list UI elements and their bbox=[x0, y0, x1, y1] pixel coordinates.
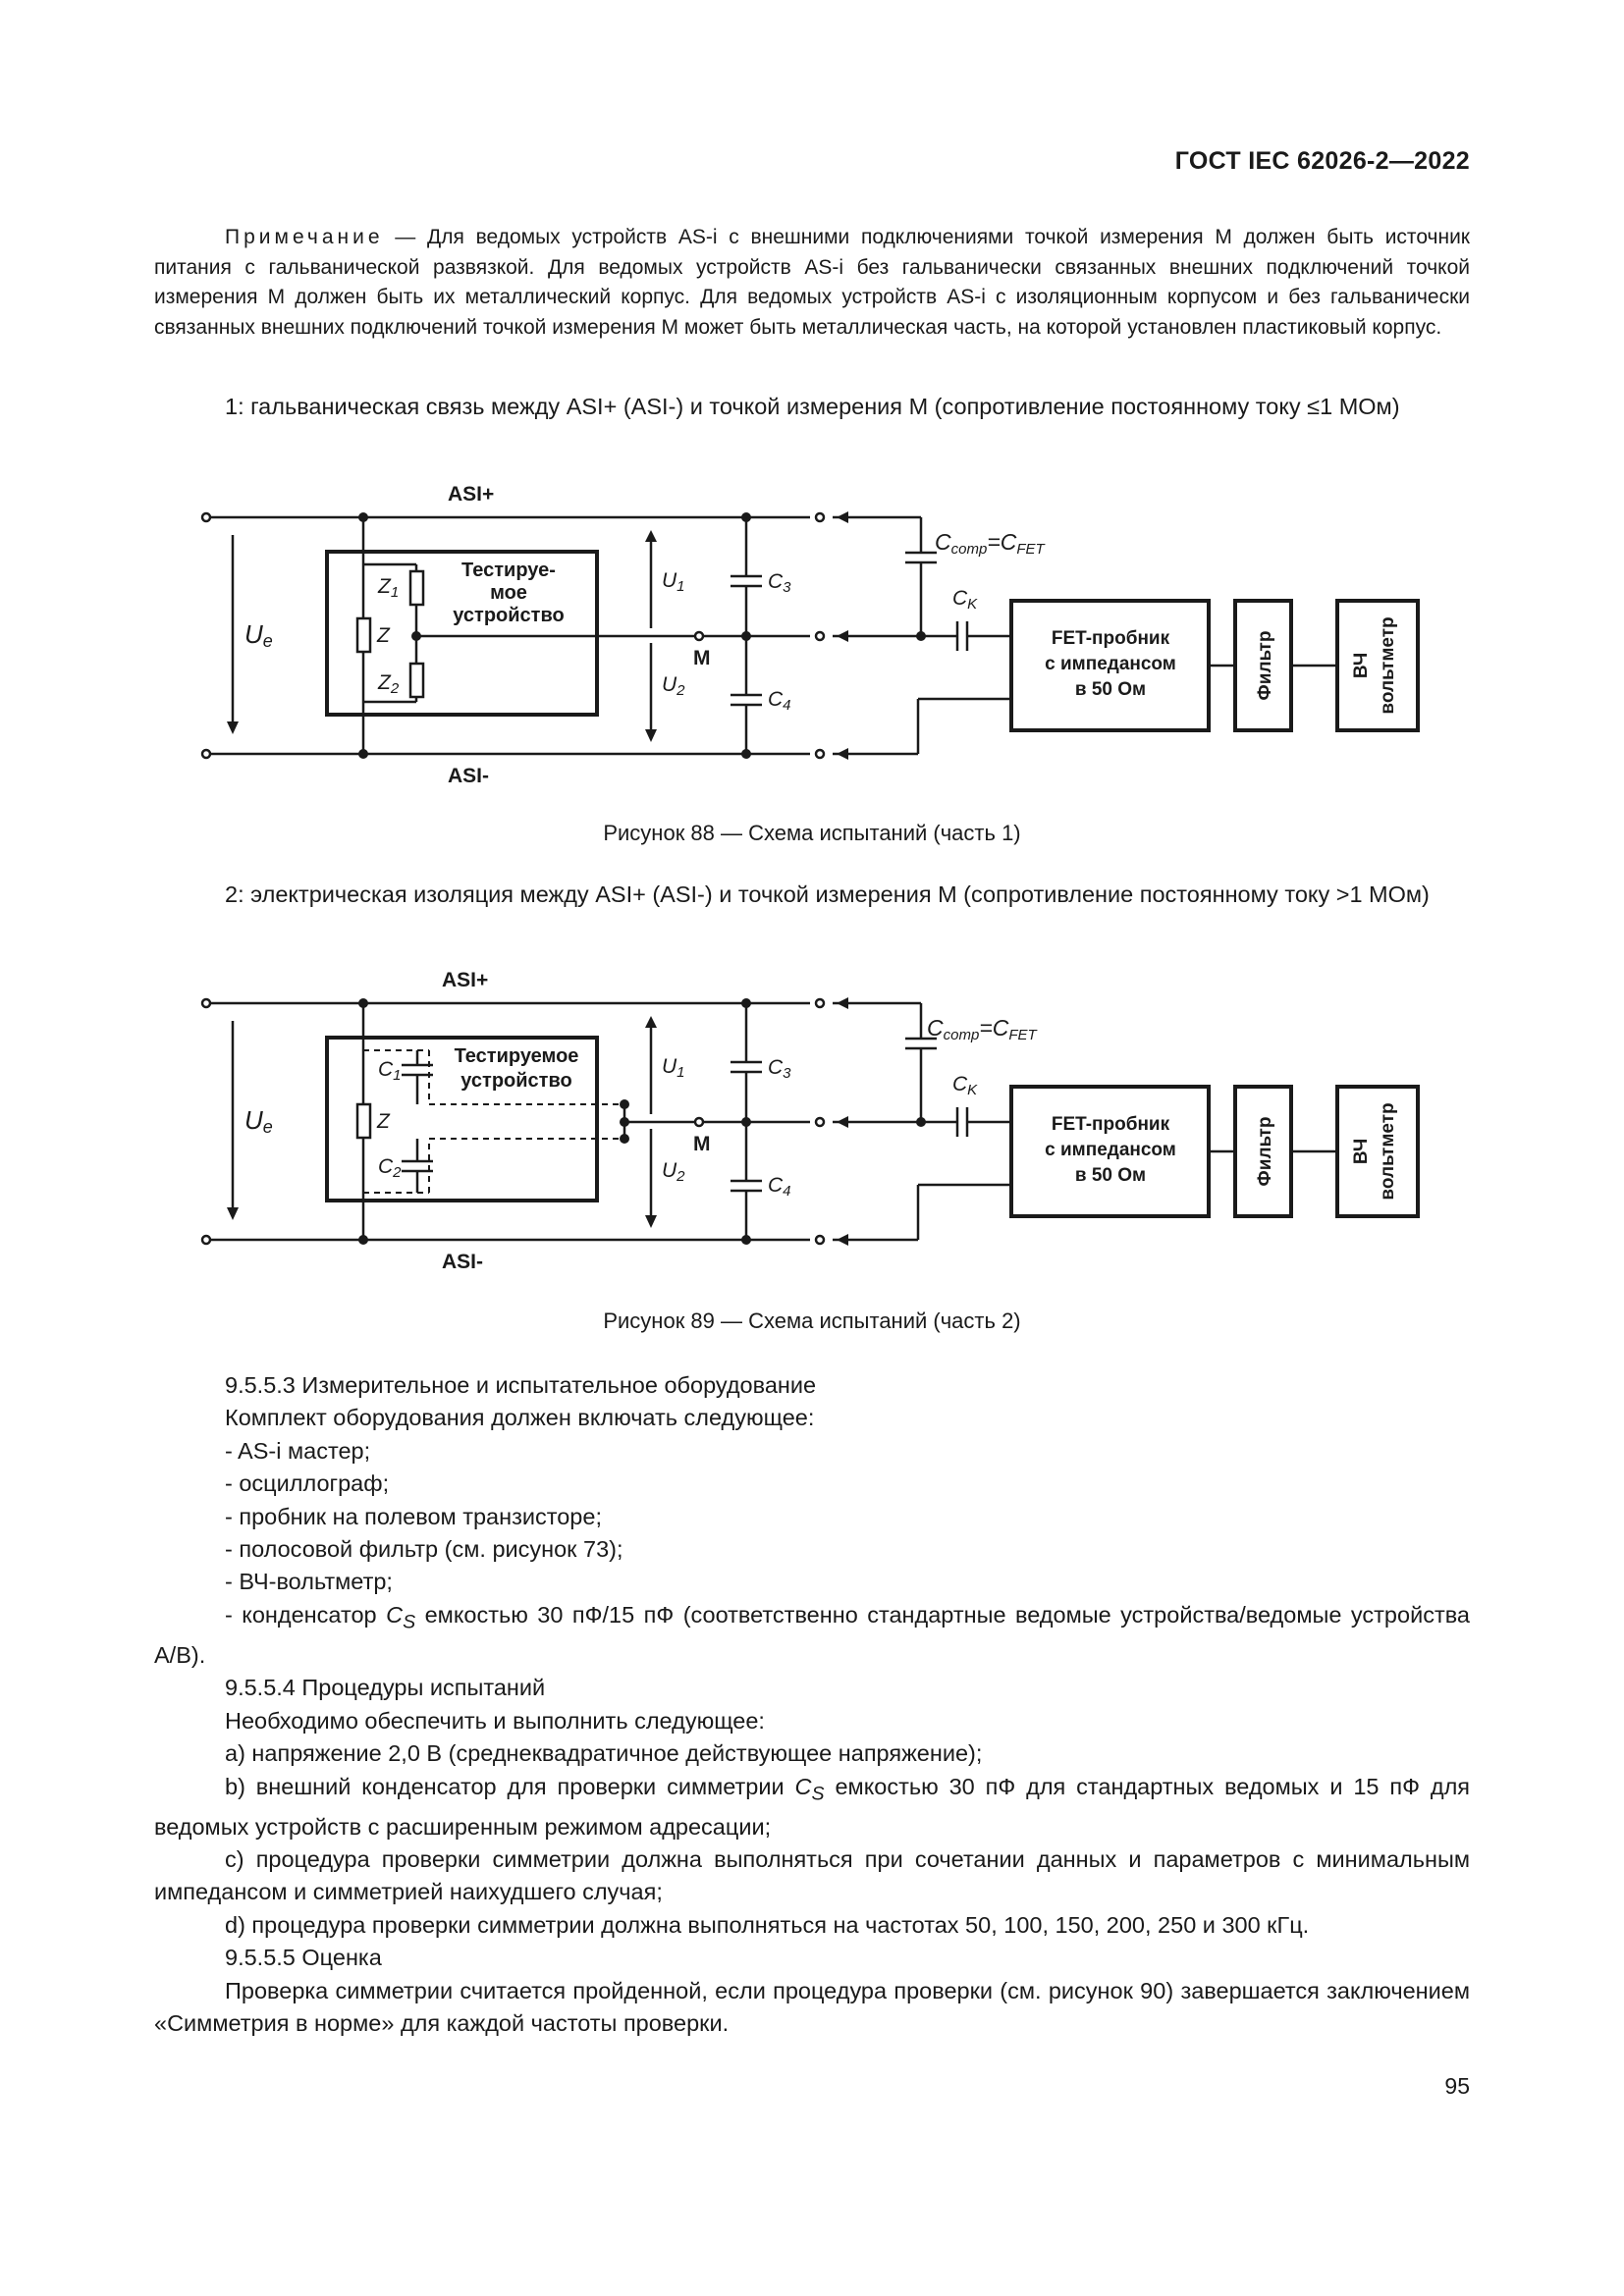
u1-label: U bbox=[662, 569, 677, 592]
fet-label-2: с импедансом bbox=[1045, 654, 1176, 674]
u1-sub: 1 bbox=[677, 578, 685, 595]
ck-label-2: C bbox=[952, 1073, 968, 1095]
item-b-symbol: C bbox=[794, 1773, 812, 1799]
cap-post: емкостью 30 пФ/15 пФ (соответственно стандартные ведомые устройства/ведомые устройства A/B). bbox=[154, 1601, 1470, 1668]
voltmeter-label-2-1: ВЧ bbox=[1351, 1138, 1372, 1165]
c4-sub: 4 bbox=[783, 697, 791, 714]
procedure-item-d: d) процедура проверки симметрии должна выполняться на частотах 50, 100, 150, 200, 250 и 300 кГц. bbox=[225, 1911, 1310, 1938]
c4-label: C bbox=[768, 688, 784, 711]
svg-text:U1 bbox=[662, 1055, 685, 1081]
ue-label: U bbox=[244, 619, 263, 649]
ccomp-eq-2: = bbox=[979, 1015, 993, 1041]
cfet-label: C bbox=[1000, 529, 1017, 555]
cap-subscript: S bbox=[403, 1611, 416, 1633]
c1-sub: 1 bbox=[393, 1067, 402, 1084]
fet-label-2-1: FET-пробник bbox=[1051, 1114, 1170, 1135]
dut-label-2-1: Тестируемое bbox=[454, 1045, 579, 1067]
m-label: M bbox=[693, 647, 711, 669]
note-label: Примечание bbox=[225, 226, 384, 248]
z2-sub: 2 bbox=[390, 680, 400, 697]
u2-sub-2: 2 bbox=[677, 1168, 685, 1185]
procedure-item-c: c) процедура проверки симметрии должна выполняться при сочетании данных и параметров с минимальным импедансом и симметрией наихудшего случая; bbox=[154, 1846, 1470, 1905]
ccomp-eq: = bbox=[987, 529, 1001, 555]
fet-label-2-2: с импедансом bbox=[1045, 1140, 1176, 1160]
ue-label-2: U bbox=[244, 1105, 263, 1135]
voltmeter-label-2-2: вольтметр bbox=[1378, 1102, 1398, 1201]
cfet-label-2: C bbox=[992, 1015, 1009, 1041]
svg-text:C3 bbox=[768, 570, 791, 596]
procedure-item-b bbox=[154, 1771, 1470, 1844]
note-paragraph bbox=[154, 223, 1470, 343]
cfet-sub-2: FET bbox=[1008, 1027, 1037, 1043]
svg-text:U2 bbox=[662, 1159, 685, 1185]
item-b-post: емкостью 30 пФ для стандартных ведомых и 15 пФ для ведомых устройств с расширенным режимом адресации; bbox=[154, 1773, 1471, 1840]
svg-text:Ccomp=CFET bbox=[927, 1015, 1039, 1043]
section-9555-title: 9.5.5.5 Оценка bbox=[225, 1945, 382, 1971]
ck-label: C bbox=[952, 587, 968, 610]
c3-sub: 3 bbox=[783, 579, 791, 596]
figure-88-caption: Рисунок 88 — Схема испытаний (часть 1) bbox=[603, 821, 1021, 845]
c2-label: C bbox=[378, 1155, 394, 1178]
dut-label-3: устройство bbox=[453, 605, 565, 626]
svg-text:U2 bbox=[662, 673, 685, 699]
voltmeter-label-1: ВЧ bbox=[1351, 652, 1372, 679]
z1-label: Z bbox=[378, 575, 391, 598]
section-9554-intro: Необходимо обеспечить и выполнить следующее: bbox=[225, 1707, 765, 1734]
svg-text:Z2 bbox=[377, 671, 400, 697]
note-text: — Для ведомых устройств AS-i с внешними подключениями точкой измерения M должен быть источник питания с гальванической развязкой. Для ведомых устройств AS-i без гальванически связанных внешних подключений точкой измерения M должен быть их металлический корпус. Для ведомых устройств AS-i с изоляционным корпусом и без гальванически связанных внешних подключений точкой измерения M может быть металлическая часть, на которой установлен пластиковый корпус. bbox=[154, 226, 1470, 339]
asi-minus-label: ASI- bbox=[448, 765, 489, 787]
u2-label: U bbox=[662, 673, 677, 696]
c3-sub-2: 3 bbox=[783, 1065, 791, 1082]
c1-label: C bbox=[378, 1058, 394, 1081]
item-b-pre: b) внешний конденсатор для проверки симметрии bbox=[225, 1773, 795, 1799]
fet-label-2-3: в 50 Ом bbox=[1074, 1165, 1147, 1186]
equipment-item: - AS-i мастер; bbox=[225, 1437, 371, 1464]
section-9553-title: 9.5.5.3 Измерительное и испытательное оборудование bbox=[225, 1372, 817, 1398]
section-9555-text: Проверка симметрии считается пройденной, если процедура проверки (см. рисунок 90) завершается заключением «Симметрия в норме» для каждой частоты проверки. bbox=[154, 1977, 1470, 2037]
u1-label-2: U bbox=[662, 1055, 677, 1078]
equipment-item: - пробник на полевом транзисторе; bbox=[225, 1503, 602, 1529]
equipment-item: - полосовой фильтр (см. рисунок 73); bbox=[225, 1536, 623, 1563]
ccomp-sub: comp bbox=[950, 541, 988, 558]
z-label-2: Z bbox=[377, 1110, 390, 1133]
u2-label-2: U bbox=[662, 1159, 677, 1182]
filter-label: Фильтр bbox=[1255, 630, 1275, 701]
svg-text:CK bbox=[952, 587, 978, 613]
ck-sub-2: K bbox=[967, 1082, 978, 1098]
equipment-item: - ВЧ-вольтметр; bbox=[225, 1569, 393, 1595]
cap-symbol: C bbox=[386, 1601, 404, 1628]
page-number: 95 bbox=[1444, 2073, 1470, 2099]
equipment-item: - осциллограф; bbox=[225, 1470, 390, 1497]
voltmeter-label-2: вольтметр bbox=[1378, 616, 1398, 715]
dut-label-2-2: устройство bbox=[460, 1070, 572, 1092]
figure-88-schematic bbox=[0, 481, 1624, 805]
svg-text:C4 bbox=[768, 1174, 791, 1200]
body-text bbox=[154, 1369, 1470, 2041]
filter-label-2: Фильтр bbox=[1255, 1116, 1275, 1187]
cfet-sub: FET bbox=[1016, 541, 1045, 558]
u1-sub-2: 1 bbox=[677, 1064, 685, 1081]
svg-text:U1 bbox=[662, 569, 685, 595]
dut-label-2: мое bbox=[490, 582, 527, 604]
c3-label-2: C bbox=[768, 1056, 784, 1079]
c3-label: C bbox=[768, 570, 784, 593]
m-label-2: M bbox=[693, 1133, 711, 1155]
svg-text:C1 bbox=[378, 1058, 402, 1084]
fet-label-1: FET-пробник bbox=[1051, 628, 1170, 649]
svg-text:C4 bbox=[768, 688, 791, 714]
case2-paragraph: 2: электрическая изоляция между ASI+ (ASI-) и точкой измерения M (сопротивление постоянному току >1 МОм) bbox=[225, 881, 1430, 907]
ccomp-label-2: C bbox=[927, 1015, 944, 1041]
figure-89-caption: Рисунок 89 — Схема испытаний (часть 2) bbox=[603, 1308, 1021, 1333]
c2-sub: 2 bbox=[393, 1164, 402, 1181]
svg-text:Ccomp=CFET bbox=[935, 529, 1047, 558]
section-9553-intro: Комплект оборудования должен включать следующее: bbox=[225, 1405, 815, 1431]
svg-text:Ue bbox=[244, 619, 273, 651]
ck-sub: K bbox=[967, 596, 978, 613]
svg-text:Z1 bbox=[377, 575, 399, 601]
equipment-item-capacitor bbox=[154, 1599, 1470, 1673]
ccomp-sub-2: comp bbox=[943, 1027, 980, 1043]
item-b-subscript: S bbox=[811, 1783, 825, 1805]
fet-label-3: в 50 Ом bbox=[1074, 679, 1147, 700]
case1-paragraph: 1: гальваническая связь между ASI+ (ASI-) и точкой измерения M (сопротивление постоянному току ≤1 МОм) bbox=[225, 394, 1400, 419]
standard-header: ГОСТ IEC 62026-2—2022 bbox=[1174, 147, 1470, 175]
z2-label: Z bbox=[378, 671, 391, 694]
section-9554-title: 9.5.5.4 Процедуры испытаний bbox=[225, 1675, 546, 1701]
c4-sub-2: 4 bbox=[783, 1183, 791, 1200]
asi-plus-label-2: ASI+ bbox=[442, 969, 489, 991]
cap-pre: - конденсатор bbox=[225, 1601, 387, 1628]
z1-sub: 1 bbox=[390, 584, 400, 601]
z-label: Z bbox=[377, 624, 390, 647]
ue-sub: e bbox=[262, 631, 273, 651]
u2-sub: 2 bbox=[677, 682, 685, 699]
asi-plus-label: ASI+ bbox=[448, 483, 495, 506]
asi-minus-label-2: ASI- bbox=[442, 1251, 483, 1273]
svg-text:CK bbox=[952, 1073, 978, 1098]
c4-label-2: C bbox=[768, 1174, 784, 1197]
dut-label-1: Тестируе- bbox=[461, 560, 556, 581]
svg-text:Ue bbox=[244, 1105, 273, 1137]
procedure-item-a: a) напряжение 2,0 В (среднеквадратичное действующее напряжение); bbox=[225, 1740, 983, 1767]
ccomp-label: C bbox=[935, 529, 951, 555]
figure-89-schematic bbox=[0, 967, 1624, 1291]
ue-sub-2: e bbox=[262, 1117, 273, 1137]
svg-text:C2 bbox=[378, 1155, 402, 1181]
svg-text:C3 bbox=[768, 1056, 791, 1082]
